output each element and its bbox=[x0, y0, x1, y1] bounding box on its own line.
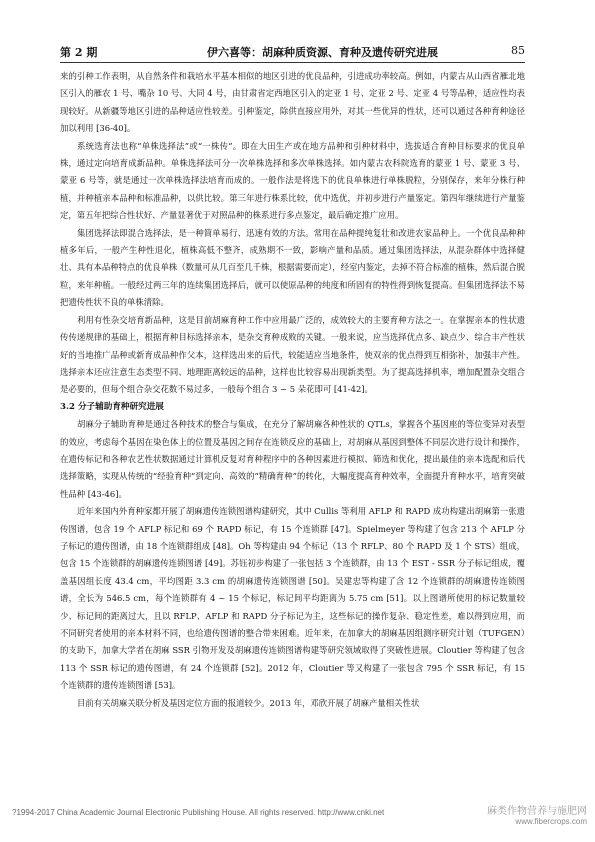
article-body bbox=[60, 68, 525, 712]
watermark bbox=[487, 802, 587, 826]
paragraph-system-selection: 系统选育法也称“单株选择法”或“一株传”。即在大田生产或在地方品种和引种材料中，选拔适合育种目标要求的优良单株，通过定向培育成新品种。单株选择法可分一次单株选择和多次单株选择。如内蒙古农科院选育的蒙亚 1 号、蒙亚 3 号、蒙亚 6 号等，就是通过一次单株选择法培育而成的。一般作法是将选下的优良单株进行单株脱粒，分别保存，来年分株行种植，并种植亲本品种和标准品种，以供比较。第三年进行株系比较，优中选优，并初步进行产量鉴定。第四年继续进行产量鉴定，第五年把综合性状好、产量显著优于对照品种的株系进行多点鉴定，最后确定推广应用。 bbox=[60, 140, 525, 221]
paragraph-association-analysis: 目前有关胡麻关联分析及基因定位方面的报道较少。2013 年，邓欣开展了胡麻产量相关性状 bbox=[77, 697, 420, 708]
paragraph-molecular-breeding: 胡麻分子辅助育种是通过各种技术的整合与集成，在充分了解胡麻各种性状的 QTLs，掌握各个基因座的等位变异对表型的效应，考虑每个基因在染色体上的位置及基因之间存在连锁反应的基础上，对胡麻从基因到整体不同层次进行设计和操作，在遗传标记和各种农艺性状数据通过计算机反复对育种程序中的各种因素进行模拟、筛选和优化，提出最佳的亲本选配和后代选择策略，实现从传统的“经验育种”到定向、高效的“精确育种”的转化，大幅度提高育种效率，全面提升育种水平，培育突破性品种 [43-46]。 bbox=[60, 419, 525, 499]
copyright-notice: ?1994-2017 China Academic Journal Electronic Publishing House. All rights reserved. http://www.cnki.net bbox=[12, 808, 385, 817]
paragraph-hybrid-breeding: 利用有性杂交培育新品种，这是目前胡麻育种工作中应用最广泛的，成效较大的主要育种方法之一。在掌握亲本的性状遗传传递规律的基础上，根据育种目标选择亲本，是杂交育种成败的关键。一般来说，应当选择优点多、缺点少、综合丰产性状好的当地推广品种或新育成品种作父本，这样选出来的后代，较能适应当地条件，使双亲的优点得到互相弥补，加强丰产性。选择亲本还应注意生态类型不同、地理距离较远的品种，这样也比较容易出现新类型。为了提高选择机率，增加配置杂交组合是必要的，但每个组合杂交花数不易过多，一般每个组合 3 ~ 5 朵花即可 [41-42]。 bbox=[60, 314, 525, 395]
running-title: 伊六喜等：胡麻种质资源、育种及遗传研究进展 bbox=[207, 46, 438, 59]
paragraph-mass-selection: 集团选择法即混合选择法，是一种简单易行、迅速有效的方法。常用在品种提纯复壮和改进农家品种上。一个优良品种种植多年后，一般产生种性退化，植株高低不整齐，成熟期不一致，影响产量和品质。通过集团选择法，从混杂群体中选择健壮、具有本品种特点的优良单株（数量可从几百至几千株，根据需要而定），经室内鉴定，去掉不符合标准的植株，然后混合脱粒，来年种植。一般经过两三年的连续集团选择后，就可以使原品种的纯度和所固有的特性得到恢复提高。但集团选择法不易把遗传性状不良的单株清除。 bbox=[60, 227, 525, 308]
paragraph-linkage-maps: 近年来国内外育种家都开展了胡麻遗传连锁图谱构建研究，其中 Cullis 等利用 AFLP 和 RAPD 成功构建出胡麻第一张遗传图谱，包含 19 个 AFLP 标记和 69 个 RAPD 标记，有 15 个连锁群 [47]。Spielmeyer 等构建了包含 213 个 AFLP 分子标记的遗传图谱，由 18 个连锁群组成 [48]。Oh 等构建由 94 个标记（13 个 RFLP、80 个 RAPD 及 1 个 STS）组成，包含 15 个连锁群的胡麻遗传连锁图谱 [49]。苏钰初步构建了一张包括 3 个连锁群，由 13 个 EST - SSR 分子标记组成，覆盖基因组长度 43.4 cm，平均图距 3.3 cm 的胡麻遗传连锁图谱 [50]。吴建忠等构建了含 12 个连锁群的胡麻遗传连锁图谱，全长为 546.5 cm，每个连锁群有 4 ~ 15 个标记，标记间平均距离为 5.75 cm [51]。以上图谱所使用的标记数量较少、标记间的距离过大，且以 RFLP、AFLP 和 RAPD 分子标记为主，这些标记的操作复杂、稳定性差，难以得到应用，而不同研究者使用的亲本材料不同，也给遗传图谱的整合带来困难。近年来，在加拿大的胡麻基因组测序研究计划（TUFGEN）的支助下，加拿大学者在胡麻 SSR 引物开发及胡麻遗传连锁图谱构建等研究领域取得了突破性进展。Cloutier 等构建了包含 113 个 SSR 标记的遗传图谱，有 24 个连锁群 [52]。2012 年，Cloutier 等又构建了一张包含 795 个 SSR 标记，有 15 个连锁群的遗传连锁图谱 [53]。 bbox=[60, 506, 525, 691]
header-rule bbox=[60, 62, 525, 63]
page-header bbox=[60, 44, 525, 64]
watermark-url: www.fibercrops.com bbox=[515, 817, 587, 826]
page-number: 85 bbox=[511, 44, 525, 57]
watermark-text: 麻类作物营养与施肥网 bbox=[487, 806, 587, 817]
paragraph-introduction-continued: 来的引种工作表明，从自然条件和栽培水平基本相似的地区引进的优良品种，引进成功率较高。例如，内蒙古从山西省雁北地区引入的雁农 1 号、嘴杂 10 号、大同 4 号，由甘肃省定西地区引入的定亚 1 号、定亚 2 号、定亚 4 号等品种，适应性均表现较好。从新疆等地区引进的品种适应性较差。引种鉴定，除供直接应用外，对其一些优异的性状，还可以通过各种育种途径加以利用 [36-40]。 bbox=[60, 71, 525, 134]
section-heading: 3.2 分子辅助育种研究进展 bbox=[60, 401, 164, 412]
issue-number: 第 2 期 bbox=[60, 46, 98, 59]
